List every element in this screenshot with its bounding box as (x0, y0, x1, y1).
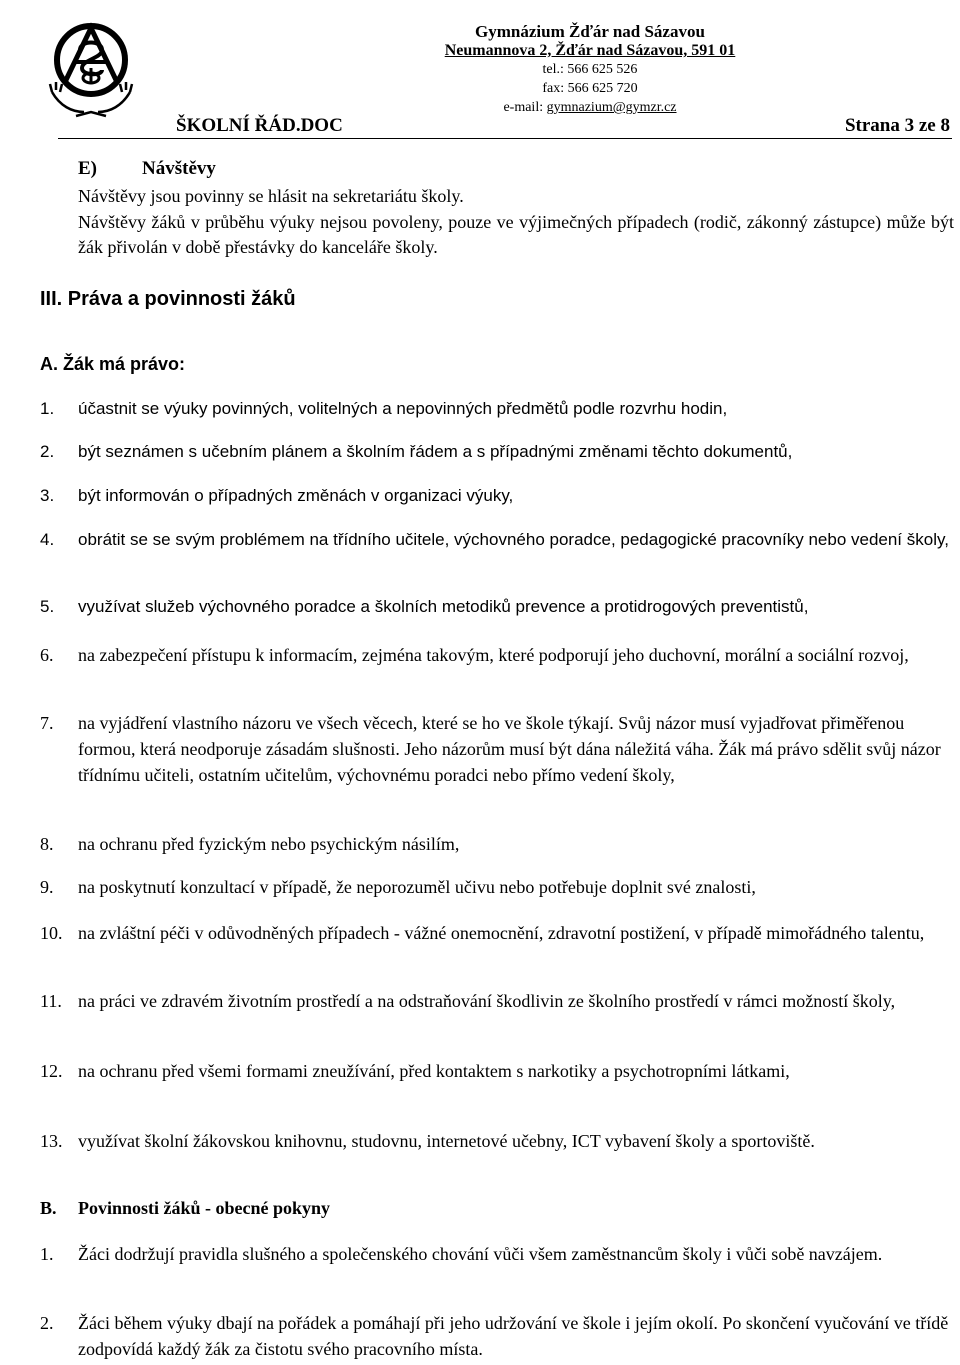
list-item-number: 2. (40, 442, 55, 461)
list-item-text: být seznámen s učebním plánem a školním řádem a s případnými změnami těchto dokumentů, (78, 442, 793, 461)
section-e-title: Návštěvy (142, 158, 216, 179)
list-item-number: 12. (40, 1061, 63, 1081)
list-item (40, 642, 954, 668)
list-item-number: 8. (40, 834, 54, 854)
list-item (40, 594, 954, 620)
school-fax: fax: 566 625 720 (542, 81, 638, 96)
list-item-number: 11. (40, 991, 62, 1011)
list-item (40, 527, 954, 553)
school-logo-icon (46, 20, 136, 132)
list-item-number: 7. (40, 713, 54, 733)
list-item-text: obrátit se se svým problémem na třídního učitele, výchovného poradce, pedagogické pracovníky nebo vedení školy, (78, 530, 949, 549)
email-link[interactable]: gymnazium@gymzr.cz (546, 100, 677, 115)
email-label: e-mail: (503, 100, 547, 115)
page-header (0, 0, 960, 140)
list-item (40, 988, 954, 1014)
list-item-text: na práci ve zdravém životním prostředí a na odstraňování škodlivin ze školního prostředí v rámci možností školy, (78, 991, 896, 1011)
list-item-number: 1. (40, 1244, 54, 1264)
list-item-number: 1. (40, 399, 55, 418)
list-item-text: na zabezpečení přístupu k informacím, zejména takovým, které podporují jeho duchovní, morální a sociální rozvoj, (78, 645, 909, 665)
section-e-paragraph-2: Návštěvy žáků v průběhu výuky nejsou povoleny, pouze ve výjimečných případech (rodič, zákonný zástupce) může být žák přivolán v době přestávky do kanceláře školy. (78, 212, 954, 257)
list-item (40, 920, 954, 946)
list-item (40, 396, 954, 422)
list-item-number: 2. (40, 1313, 54, 1333)
document-title: ŠKOLNÍ ŘÁD.DOC (176, 115, 343, 136)
list-item-number: 5. (40, 597, 55, 616)
subsection-b-title: Povinnosti žáků - obecné pokyny (78, 1198, 331, 1218)
list-item-text: na ochranu před fyzickým nebo psychickým násilím, (78, 834, 460, 854)
list-item-text: na poskytnutí konzultací v případě, že neporozuměl učivu nebo potřebuje doplnit své znalosti, (78, 877, 756, 897)
list-item-text: Žáci během výuky dbají na pořádek a pomáhají při jeho udržování ve škole i jejím okolí. Po skončení vyučování ve třídě zodpovídá každý žák za čistotu svého pracovního místa. (78, 1313, 949, 1359)
school-info (440, 22, 740, 117)
list-item-number: 10. (40, 923, 63, 943)
school-name: Gymnázium Žďár nad Sázavou (475, 22, 705, 41)
list-item (40, 874, 954, 900)
list-item-text: na zvláštní péči v odůvodněných případech - vážné onemocnění, zdravotní postižení, v případě mimořádného talentu, (78, 923, 925, 943)
list-item (40, 439, 954, 465)
subsection-a-heading: A. Žák má právo: (40, 354, 186, 374)
page-number: Strana 3 ze 8 (844, 115, 950, 136)
list-item (40, 1310, 954, 1362)
list-item-text: na vyjádření vlastního názoru ve všech věcech, které se ho ve škole týkají. Svůj názor musí vyjadřovat přiměřenou formou, která neodporuje zásadám slušnosti. Jeho názorům musí být dána náležitá váha. Žák má právo sdělit svůj názor třídnímu učiteli, ostatním učitelům, výchovnému poradci nebo přímo vedení školy, (78, 713, 941, 785)
list-item (40, 1128, 954, 1154)
list-item-text: být informován o případných změnách v organizaci výuky, (78, 486, 514, 505)
subsection-b-letter: B. (40, 1198, 57, 1218)
list-item (40, 710, 954, 788)
list-item-text: Žáci dodržují pravidla slušného a společenského chování vůči všem zaměstnancům školy i vůči sobě navzájem. (78, 1244, 883, 1264)
list-item-number: 9. (40, 877, 54, 897)
header-divider (58, 138, 952, 139)
list-item (40, 831, 954, 857)
list-item (40, 1058, 954, 1084)
subsection-b-heading (40, 1198, 330, 1219)
section-e-paragraph-1: Návštěvy jsou povinny se hlásit na sekretariátu školy. (78, 186, 464, 206)
list-item-text: využívat služeb výchovného poradce a školních metodiků prevence a protidrogových preventistů, (78, 597, 809, 616)
list-item-number: 3. (40, 486, 55, 505)
school-email-line (440, 98, 740, 117)
section-e-letter: E) (78, 158, 97, 179)
list-item-number: 4. (40, 530, 55, 549)
list-item (40, 1241, 954, 1267)
section-e-heading (78, 158, 216, 180)
section-iii-heading: III. Práva a povinnosti žáků (40, 288, 296, 310)
list-item-number: 6. (40, 645, 54, 665)
list-item-text: na ochranu před všemi formami zneužívání, před kontaktem s narkotiky a psychotropními látkami, (78, 1061, 790, 1081)
list-item-text: využívat školní žákovskou knihovnu, studovnu, internetové učebny, ICT vybavení školy a sportoviště. (78, 1131, 815, 1151)
school-phone: tel.: 566 625 526 (542, 62, 638, 77)
list-item-number: 13. (40, 1131, 63, 1151)
list-item (40, 483, 954, 509)
list-item-text: účastnit se výuky povinných, volitelných a nepovinných předmětů podle rozvrhu hodin, (78, 399, 728, 418)
school-address: Neumannova 2, Žďár nad Sázavou, 591 01 (444, 42, 736, 59)
